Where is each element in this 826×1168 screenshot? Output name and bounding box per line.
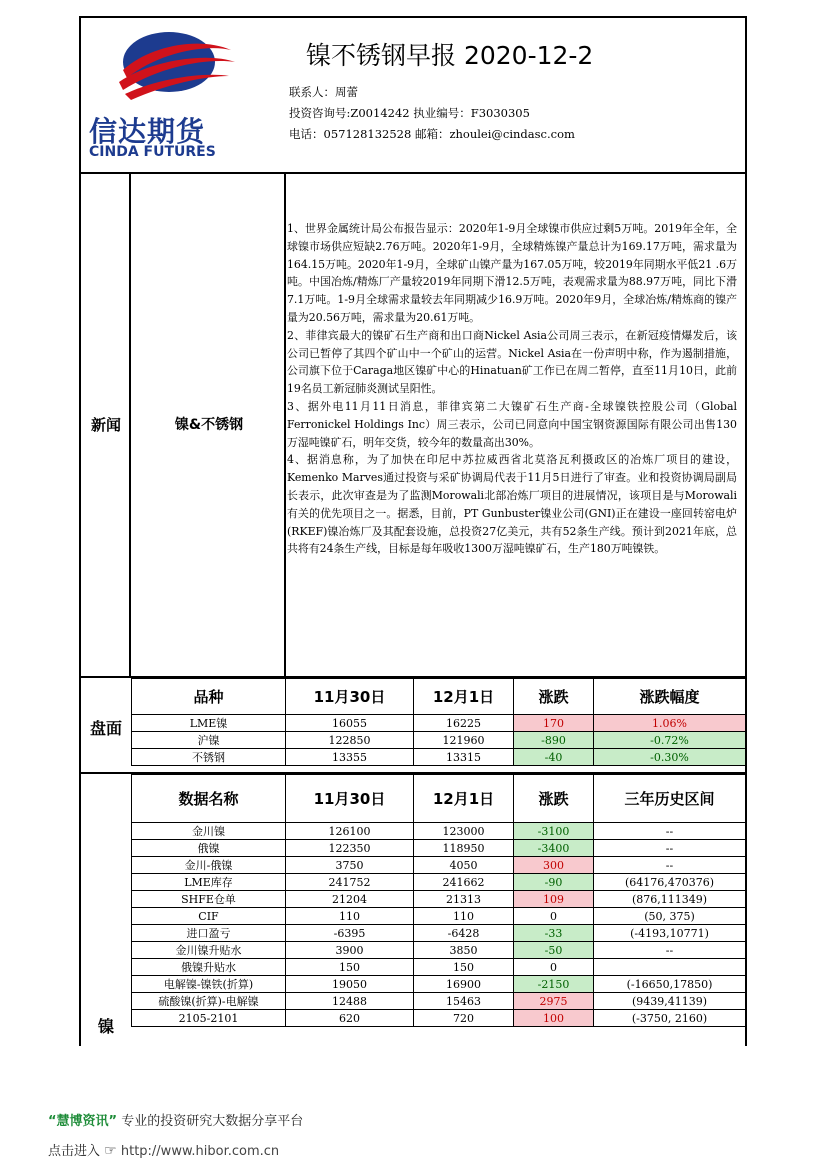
market-change-cell: -890: [514, 732, 594, 749]
data-header-cell: 11月30日: [286, 775, 414, 823]
data-value-cell: 150: [286, 959, 414, 976]
data-name-cell: 金川镍: [132, 823, 286, 840]
data-change-cell: -33: [514, 925, 594, 942]
data-name-cell: LME库存: [132, 874, 286, 891]
data-change-cell: 0: [514, 908, 594, 925]
market-name-cell: LME镍: [132, 715, 286, 732]
table-row: [132, 823, 746, 840]
data-change-cell: 100: [514, 1010, 594, 1027]
market-change-cell: -40: [514, 749, 594, 766]
data-name-cell: SHFE仓单: [132, 891, 286, 908]
market-header-cell: 11月30日: [286, 679, 414, 715]
data-value-cell: 110: [286, 908, 414, 925]
footer-brand: “慧博资讯”: [48, 1114, 118, 1129]
nickel-label: 镍: [97, 1017, 114, 1036]
market-percent-cell: -0.30%: [594, 749, 746, 766]
data-value-cell: 4050: [414, 857, 514, 874]
data-header-cell: 涨跌: [514, 775, 594, 823]
data-value-cell: 21204: [286, 891, 414, 908]
nickel-data-table: [131, 774, 746, 1027]
market-value-cell: 16225: [414, 715, 514, 732]
table-row: [132, 976, 746, 993]
data-change-cell: 2975: [514, 993, 594, 1010]
data-value-cell: 19050: [286, 976, 414, 993]
data-value-cell: 3750: [286, 857, 414, 874]
market-percent-cell: 1.06%: [594, 715, 746, 732]
data-value-cell: 126100: [286, 823, 414, 840]
data-range-cell: (-4193,10771): [594, 925, 746, 942]
data-value-cell: 15463: [414, 993, 514, 1010]
data-name-cell: 2105-2101: [132, 1010, 286, 1027]
footer-url-link[interactable]: http://www.hibor.com.cn: [120, 1144, 280, 1159]
data-range-cell: (50, 375): [594, 908, 746, 925]
data-change-cell: -3400: [514, 840, 594, 857]
market-header-cell: 12月1日: [414, 679, 514, 715]
data-range-cell: --: [594, 823, 746, 840]
data-change-cell: 300: [514, 857, 594, 874]
nickel-data-section: [81, 774, 745, 1046]
data-value-cell: 123000: [414, 823, 514, 840]
market-label: 盘面: [89, 719, 122, 738]
market-value-cell: 16055: [286, 715, 414, 732]
data-change-cell: -50: [514, 942, 594, 959]
data-value-cell: 21313: [414, 891, 514, 908]
news-category: 镍&不锈钢: [174, 417, 244, 433]
data-value-cell: 16900: [414, 976, 514, 993]
market-header-cell: 品种: [132, 679, 286, 715]
table-row: [132, 959, 746, 976]
data-change-cell: -2150: [514, 976, 594, 993]
data-range-cell: (64176,470376): [594, 874, 746, 891]
market-value-cell: 13355: [286, 749, 414, 766]
news-paragraph: 3、据外电11月11日消息，菲律宾第二大镍矿石生产商-全球镍铁控股公司（Global Ferronickel Holdings Inc）周三表示，公司已同意向中国宝钢资源国际有限公司出售130万湿吨镍矿石，明年交货，较今年的数量高出30%。: [287, 399, 737, 449]
data-value-cell: 620: [286, 1010, 414, 1027]
data-value-cell: 720: [414, 1010, 514, 1027]
news-label: 新闻: [90, 416, 121, 434]
footer-slogan-text: 专业的投资研究大数据分享平台: [121, 1114, 304, 1129]
contact-person: 联系人：周蕾: [289, 85, 358, 99]
data-value-cell: 150: [414, 959, 514, 976]
data-range-cell: --: [594, 942, 746, 959]
market-value-cell: 121960: [414, 732, 514, 749]
data-value-cell: 122350: [286, 840, 414, 857]
data-change-cell: -3100: [514, 823, 594, 840]
logo-english-text: CINDA FUTURES: [89, 144, 216, 160]
market-name-cell: 不锈钢: [132, 749, 286, 766]
table-row: [132, 732, 746, 749]
logo-chinese-text: 信达期货: [89, 115, 206, 148]
table-row: [132, 749, 746, 766]
data-name-cell: 俄镍: [132, 840, 286, 857]
table-row: [132, 715, 746, 732]
market-header-cell: 涨跌: [514, 679, 594, 715]
report-frame: [79, 16, 747, 1046]
data-value-cell: 241662: [414, 874, 514, 891]
data-header-cell: 三年历史区间: [594, 775, 746, 823]
market-value-cell: 13315: [414, 749, 514, 766]
table-row: [132, 891, 746, 908]
data-value-cell: 110: [414, 908, 514, 925]
footer-slogan: [48, 1110, 303, 1129]
table-row: [132, 857, 746, 874]
data-name-cell: 硫酸镍(折算)-电解镍: [132, 993, 286, 1010]
data-name-cell: 电解镍-镍铁(折算): [132, 976, 286, 993]
data-range-cell: --: [594, 857, 746, 874]
market-change-cell: 170: [514, 715, 594, 732]
data-range-cell: (9439,41139): [594, 993, 746, 1010]
table-row: [132, 942, 746, 959]
market-section: [81, 678, 745, 774]
footer-link-prefix: 点击进入: [48, 1144, 101, 1159]
data-range-cell: (-3750, 2160): [594, 1010, 746, 1027]
pointer-hand-icon: ☞: [104, 1143, 117, 1159]
table-row: [132, 908, 746, 925]
data-value-cell: 118950: [414, 840, 514, 857]
data-value-cell: 241752: [286, 874, 414, 891]
logo-emblem-icon: [89, 26, 249, 110]
data-change-cell: 0: [514, 959, 594, 976]
news-paragraph: 1、世界金属统计局公布报告显示：2020年1-9月全球镍市供应过剩5万吨。2019年全年，全球镍市场供应短缺2.76万吨。2020年1-9月，全球精炼镍产量总计为169.17万吨，需求量为164.15万吨。2020年1-9月，全球矿山镍产量为167.05万吨，较2019年同期水平低21 .6万吨。中国冶炼/精炼厂产量较2019年同期下滑12.5万吨，表观需求量为88.97万吨，同比下滑7.1万吨。1-9月全球需求量较去年同期减少16.9万吨。2020年9月，全球冶炼/精炼商的镍产量为20.56万吨，需求量为20.61万吨。: [287, 222, 737, 324]
report-header: [81, 18, 745, 174]
data-range-cell: --: [594, 840, 746, 857]
data-range-cell: (-16650,17850): [594, 976, 746, 993]
data-header-cell: 数据名称: [132, 775, 286, 823]
table-row: [132, 1010, 746, 1027]
report-title: 镍不锈钢早报 2020-12-2: [306, 41, 594, 70]
table-row: [132, 874, 746, 891]
news-paragraph: 4、据消息称，为了加快在印尼中苏拉威西省北莫洛瓦利摄政区的冶炼厂项目的建设，Kemenko Marves通过投资与采矿协调局代表于11月5日进行了审查。业和投资协调局副局长表示，此次审查是为了监测Morowali北部冶炼厂项目的进展情况，该项目是与Morowali有关的优先项目之一。据悉，目前，PT Gunbuster镍业公司(GNI)正在建设一座回转窑电炉(RKEF)镍冶炼厂及其配套设施，总投资27亿美元，共有52条生产线。预计到2021年底，总共将有24条生产线，目标是每年吸收1300万湿吨镍矿石，生产180万吨镍铁。: [287, 453, 737, 556]
data-name-cell: 俄镍升贴水: [132, 959, 286, 976]
data-value-cell: -6395: [286, 925, 414, 942]
data-name-cell: 金川镍升贴水: [132, 942, 286, 959]
table-row: [132, 993, 746, 1010]
data-value-cell: -6428: [414, 925, 514, 942]
news-paragraph: 2、菲律宾最大的镍矿石生产商和出口商Nickel Asia公司周三表示，在新冠疫情爆发后，该公司已暂停了其四个矿山中一个矿山的运营。Nickel Asia在一份声明中称，作为遏制措施，公司旗下位于Caraga地区镍矿中心的Hinatuan矿工作已在周二暂停，直至11月10日，此前19名员工新冠肺炎测试呈阳性。: [287, 328, 737, 396]
data-name-cell: 进口盈亏: [132, 925, 286, 942]
data-value-cell: 3850: [414, 942, 514, 959]
data-value-cell: 3900: [286, 942, 414, 959]
data-change-cell: -90: [514, 874, 594, 891]
qualification-number: 投资咨询号:Z0014242 执业编号：F3030305: [289, 106, 530, 120]
market-value-cell: 122850: [286, 732, 414, 749]
data-change-cell: 109: [514, 891, 594, 908]
table-row: [132, 925, 746, 942]
market-header-cell: 涨跌幅度: [594, 679, 746, 715]
market-header-row: [132, 679, 746, 715]
data-name-cell: 金川-俄镍: [132, 857, 286, 874]
news-section: [81, 174, 745, 678]
table-row: [132, 840, 746, 857]
data-header-cell: 12月1日: [414, 775, 514, 823]
footer-link-line: [48, 1140, 279, 1159]
data-range-cell: [594, 959, 746, 976]
phone-email: 电话：057128132528 邮箱：zhoulei@cindasc.com: [289, 127, 575, 141]
data-range-cell: (876,111349): [594, 891, 746, 908]
news-body: [287, 220, 737, 558]
market-percent-cell: -0.72%: [594, 732, 746, 749]
data-header-row: [132, 775, 746, 823]
data-value-cell: 12488: [286, 993, 414, 1010]
market-table: [131, 678, 746, 766]
cinda-logo: [89, 26, 249, 166]
market-name-cell: 沪镍: [132, 732, 286, 749]
data-name-cell: CIF: [132, 908, 286, 925]
